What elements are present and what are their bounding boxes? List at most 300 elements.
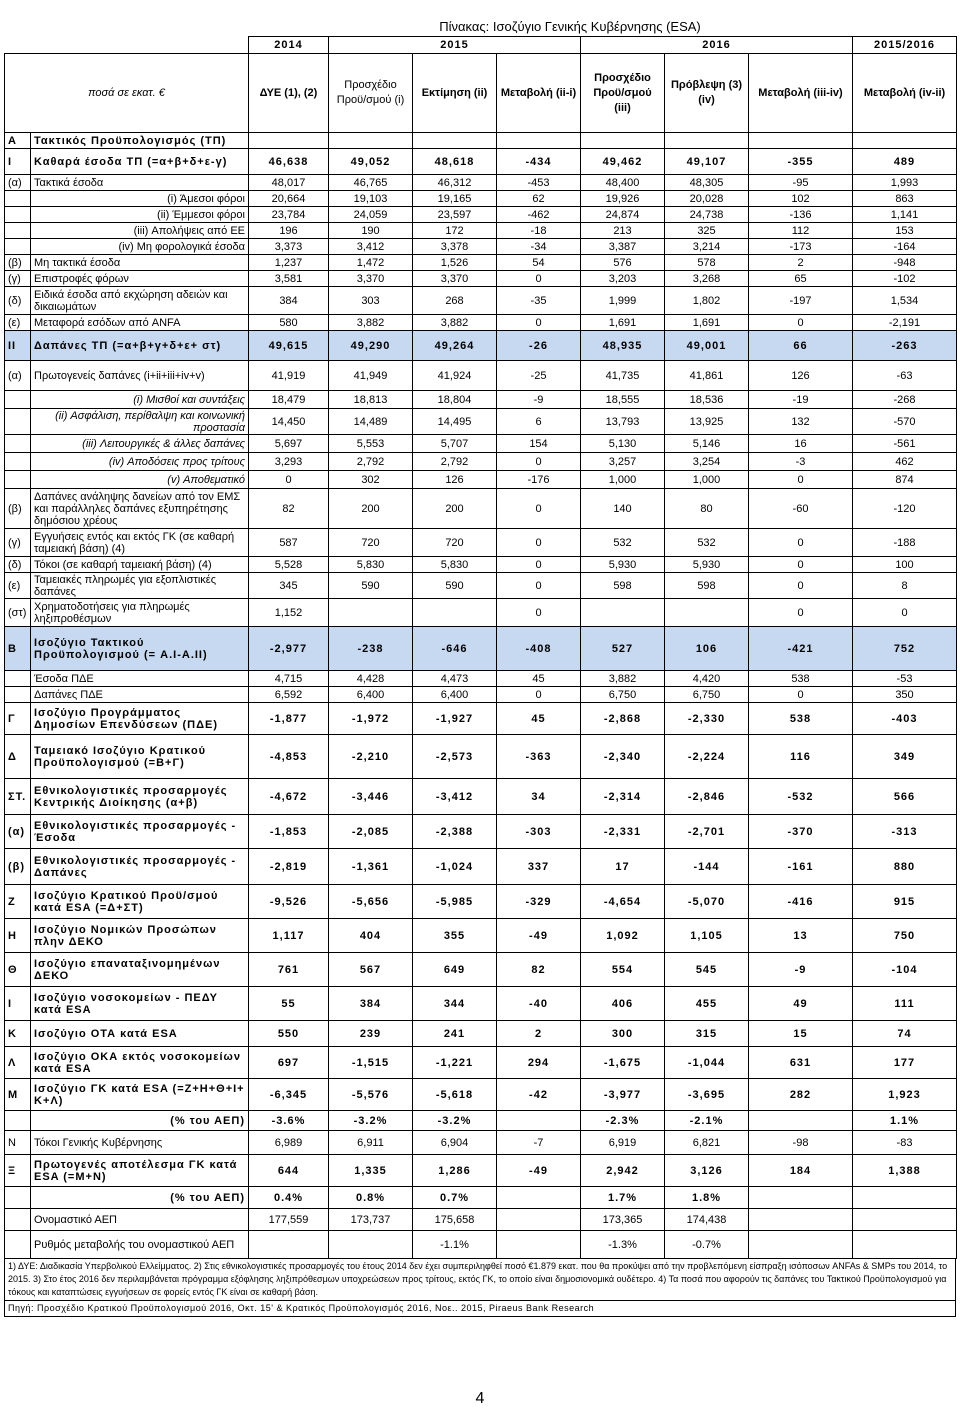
value-cell: 404 — [329, 919, 413, 953]
value-cell: 590 — [413, 573, 497, 599]
value-cell: -9,526 — [249, 885, 329, 919]
table-row — [5, 573, 957, 599]
value-cell: -1,024 — [413, 849, 497, 885]
value-cell: 3,126 — [665, 1155, 749, 1187]
value-cell: 489 — [853, 149, 957, 175]
value-cell: 49,264 — [413, 331, 497, 361]
row-code: Ι — [5, 987, 31, 1021]
row-code — [5, 191, 31, 207]
value-cell: -2,314 — [581, 779, 665, 815]
table-row — [5, 1131, 957, 1155]
value-cell: -164 — [853, 239, 957, 255]
row-label: Τακτικός Προϋπολογισμός (ΤΠ) — [31, 133, 249, 149]
row-code: ΣΤ. — [5, 779, 31, 815]
value-cell: 106 — [665, 627, 749, 671]
value-cell — [749, 1111, 853, 1131]
table-row — [5, 1231, 957, 1259]
value-cell: 48,400 — [581, 175, 665, 191]
header-dye: ΔΥΕ (1), (2) — [249, 54, 329, 133]
value-cell: 13,925 — [665, 409, 749, 435]
value-cell: 116 — [749, 735, 853, 779]
row-code: Γ — [5, 703, 31, 735]
value-cell: 173,365 — [581, 1209, 665, 1231]
value-cell: -462 — [497, 207, 581, 223]
value-cell: 337 — [497, 849, 581, 885]
value-cell: -49 — [497, 1155, 581, 1187]
value-cell: 6,592 — [249, 687, 329, 703]
value-cell: -4,654 — [581, 885, 665, 919]
table-row — [5, 453, 957, 471]
value-cell: 54 — [497, 255, 581, 271]
value-cell: 761 — [249, 953, 329, 987]
value-cell: 0 — [749, 557, 853, 573]
table-row — [5, 627, 957, 671]
value-cell: 1,000 — [581, 471, 665, 489]
value-cell: 200 — [413, 489, 497, 529]
row-label: Εθνικολογιστικές προσαρμογές - Έσοδα — [31, 815, 249, 849]
value-cell: -2,846 — [665, 779, 749, 815]
value-cell: -3,977 — [581, 1079, 665, 1111]
table-row — [5, 133, 957, 149]
value-cell: 0 — [749, 573, 853, 599]
value-cell: 2 — [497, 1021, 581, 1047]
value-cell: 177 — [853, 1047, 957, 1079]
row-code — [5, 207, 31, 223]
value-cell: 0 — [497, 315, 581, 331]
table-row — [5, 1079, 957, 1111]
value-cell: 6,400 — [413, 687, 497, 703]
value-cell: -25 — [497, 361, 581, 391]
value-cell: 6,919 — [581, 1131, 665, 1155]
value-cell: 154 — [497, 435, 581, 453]
value-cell: 0 — [749, 315, 853, 331]
value-cell: -4,672 — [249, 779, 329, 815]
value-cell: 49,462 — [581, 149, 665, 175]
row-code: (γ) — [5, 271, 31, 287]
value-cell: 140 — [581, 489, 665, 529]
value-cell: 455 — [665, 987, 749, 1021]
value-cell — [329, 1231, 413, 1259]
table-row — [5, 599, 957, 627]
value-cell: 1,802 — [665, 287, 749, 315]
value-cell: 282 — [749, 1079, 853, 1111]
value-cell: 303 — [329, 287, 413, 315]
value-cell: 17 — [581, 849, 665, 885]
table-row — [5, 435, 957, 453]
value-cell: 697 — [249, 1047, 329, 1079]
value-cell — [497, 1209, 581, 1231]
table-row — [5, 687, 957, 703]
row-label: Δαπάνες ΤΠ (=α+β+γ+δ+ε+ στ) — [31, 331, 249, 361]
value-cell: 19,165 — [413, 191, 497, 207]
value-cell: 174,438 — [665, 1209, 749, 1231]
value-cell: 18,479 — [249, 391, 329, 409]
table-row — [5, 223, 957, 239]
value-cell: -329 — [497, 885, 581, 919]
value-cell: 2 — [749, 255, 853, 271]
value-cell: 6,750 — [581, 687, 665, 703]
table-row — [5, 255, 957, 271]
value-cell — [749, 1187, 853, 1209]
value-cell: -3 — [749, 453, 853, 471]
value-cell: 752 — [853, 627, 957, 671]
value-cell: 1,286 — [413, 1155, 497, 1187]
value-cell: 62 — [497, 191, 581, 207]
value-cell: 126 — [749, 361, 853, 391]
value-cell: -3.2% — [329, 1111, 413, 1131]
value-cell: -303 — [497, 815, 581, 849]
value-cell: 16 — [749, 435, 853, 453]
row-label: Εθνικολογιστικές προσαρμογές Κεντρικής Διοίκησης (α+β) — [31, 779, 249, 815]
row-label: Πρωτογενείς δαπάνες (i+ii+iii+iv+v) — [31, 361, 249, 391]
table-row — [5, 1209, 957, 1231]
value-cell: 18,555 — [581, 391, 665, 409]
value-cell: 0 — [749, 687, 853, 703]
value-cell: 20,664 — [249, 191, 329, 207]
row-label: Έσοδα ΠΔΕ — [31, 671, 249, 687]
table-row — [5, 239, 957, 255]
value-cell: 24,738 — [665, 207, 749, 223]
value-cell: 112 — [749, 223, 853, 239]
value-cell: 5,553 — [329, 435, 413, 453]
value-cell: -421 — [749, 627, 853, 671]
value-cell: -532 — [749, 779, 853, 815]
value-cell: 0 — [497, 573, 581, 599]
value-cell: 190 — [329, 223, 413, 239]
row-label: Ταμειακό Ισοζύγιο Κρατικού Προϋπολογισμού (=B+Γ) — [31, 735, 249, 779]
year-2016: 2016 — [581, 37, 853, 54]
value-cell: 294 — [497, 1047, 581, 1079]
value-cell: -408 — [497, 627, 581, 671]
row-code: (στ) — [5, 599, 31, 627]
value-cell: 126 — [413, 471, 497, 489]
value-cell: -1.1% — [413, 1231, 497, 1259]
value-cell: 538 — [749, 703, 853, 735]
value-cell: 2,792 — [329, 453, 413, 471]
value-cell — [497, 1111, 581, 1131]
value-cell: -7 — [497, 1131, 581, 1155]
row-label: Επιστροφές φόρων — [31, 271, 249, 287]
value-cell: 82 — [249, 489, 329, 529]
value-cell: -6,345 — [249, 1079, 329, 1111]
value-cell: -98 — [749, 1131, 853, 1155]
value-cell: -403 — [853, 703, 957, 735]
value-cell: 576 — [581, 255, 665, 271]
value-cell: 344 — [413, 987, 497, 1021]
value-cell: 315 — [665, 1021, 749, 1047]
value-cell: -5,656 — [329, 885, 413, 919]
row-label: (% του ΑΕΠ) — [31, 1111, 249, 1131]
year-header-row — [5, 37, 957, 54]
row-code — [5, 1111, 31, 1131]
row-label: Καθαρά έσοδα ΤΠ (=α+β+δ+ε-γ) — [31, 149, 249, 175]
value-cell: 177,559 — [249, 1209, 329, 1231]
row-code: Θ — [5, 953, 31, 987]
value-cell: 2,942 — [581, 1155, 665, 1187]
value-cell: 300 — [581, 1021, 665, 1047]
year-2015: 2015 — [329, 37, 581, 54]
value-cell: -0.7% — [665, 1231, 749, 1259]
value-cell — [413, 133, 497, 149]
value-cell: -40 — [497, 987, 581, 1021]
row-label: Ισοζύγιο ΟΚΑ εκτός νοσοκομείων κατά ESA — [31, 1047, 249, 1079]
value-cell: -161 — [749, 849, 853, 885]
value-cell: 6,911 — [329, 1131, 413, 1155]
value-cell: 0 — [497, 529, 581, 557]
table-row — [5, 953, 957, 987]
value-cell: 750 — [853, 919, 957, 953]
value-cell: -1,877 — [249, 703, 329, 735]
row-label: (% του ΑΕΠ) — [31, 1187, 249, 1209]
value-cell: 1.1% — [853, 1111, 957, 1131]
value-cell: -5,985 — [413, 885, 497, 919]
value-cell: 1,141 — [853, 207, 957, 223]
value-cell: 18,813 — [329, 391, 413, 409]
value-cell: 268 — [413, 287, 497, 315]
value-cell: 111 — [853, 987, 957, 1021]
row-code: Κ — [5, 1021, 31, 1047]
value-cell: 1.8% — [665, 1187, 749, 1209]
value-cell: 0.4% — [249, 1187, 329, 1209]
value-cell — [249, 1231, 329, 1259]
value-cell: -188 — [853, 529, 957, 557]
value-cell: 532 — [581, 529, 665, 557]
value-cell: 241 — [413, 1021, 497, 1047]
column-header-row — [5, 54, 957, 133]
table-row — [5, 987, 957, 1021]
value-cell: 0 — [497, 453, 581, 471]
value-cell: 3,214 — [665, 239, 749, 255]
row-label: (v) Αποθεματικό — [31, 471, 249, 489]
value-cell: 0 — [853, 599, 957, 627]
value-cell: 644 — [249, 1155, 329, 1187]
value-cell: 580 — [249, 315, 329, 331]
row-code: (α) — [5, 815, 31, 849]
table-row — [5, 671, 957, 687]
value-cell: 5,146 — [665, 435, 749, 453]
value-cell: 3,257 — [581, 453, 665, 471]
value-cell: 48,618 — [413, 149, 497, 175]
value-cell: -1,361 — [329, 849, 413, 885]
value-cell: -1,853 — [249, 815, 329, 849]
value-cell: 3,581 — [249, 271, 329, 287]
value-cell: 3,203 — [581, 271, 665, 287]
value-cell: 0 — [497, 489, 581, 529]
value-cell: -176 — [497, 471, 581, 489]
value-cell: 0 — [249, 471, 329, 489]
value-cell: 6,821 — [665, 1131, 749, 1155]
value-cell: -2,224 — [665, 735, 749, 779]
footnotes: 1) ΔΥΕ: Διαδικασία Υπερβολικού Ελλείμματος. 2) Στις εθνικολογιστικές προσαρμογές του έτους 2014 δεν έχει συμπεριληφθεί ποσό €1.879 εκατ. που θα προκύψει από την προβλεπόμενη είσπραξη ισόποσων ANFAs & SMPs του 2014, το 2015. 3) Στο έτος 2016 δεν περιλαμβάνεται πρόγραμμα εξόφλησης ληξιπρόθεσμων υποχρεώσεων προς τρίτους, εκτός ΓΚ, το οποίο είναι δημοσιονομικά ουδέτερο. 4) Τα ποσά που αφορούν τις δαπάνες του Τακτικού Προϋπολογισμού για τόκους και καταπτώσεις εγγυήσεων σε φορείς εντός ΓΚ είναι σε καθαρή βάση. — [4, 1259, 956, 1301]
value-cell: 175,658 — [413, 1209, 497, 1231]
row-code: (ε) — [5, 573, 31, 599]
value-cell: -136 — [749, 207, 853, 223]
table-title: Πίνακας: Ισοζύγιο Γενικής Κυβέρνησης (ESA) — [439, 19, 701, 34]
row-code — [5, 471, 31, 489]
row-label: (i) Άμεσοι φόροι — [31, 191, 249, 207]
row-code: (β) — [5, 489, 31, 529]
value-cell: 41,924 — [413, 361, 497, 391]
value-cell: 350 — [853, 687, 957, 703]
value-cell: -2,331 — [581, 815, 665, 849]
value-cell: 550 — [249, 1021, 329, 1047]
row-code: II — [5, 331, 31, 361]
value-cell: -42 — [497, 1079, 581, 1111]
table-row — [5, 919, 957, 953]
value-cell — [853, 133, 957, 149]
value-cell: 1,993 — [853, 175, 957, 191]
page-number: 4 — [475, 1390, 485, 1407]
row-code: B — [5, 627, 31, 671]
value-cell — [413, 599, 497, 627]
row-label: Μη τακτικά έσοδα — [31, 255, 249, 271]
row-label: Εγγυήσεις εντός και εκτός ΓΚ (σε καθαρή ταμειακή βάση) (4) — [31, 529, 249, 557]
table-row — [5, 1021, 957, 1047]
value-cell: 1,691 — [581, 315, 665, 331]
row-label: Εθνικολογιστικές προσαρμογές - Δαπάνες — [31, 849, 249, 885]
value-cell: 349 — [853, 735, 957, 779]
row-code: (α) — [5, 361, 31, 391]
value-cell: 6,989 — [249, 1131, 329, 1155]
row-code: (δ) — [5, 557, 31, 573]
value-cell — [853, 1209, 957, 1231]
table-row — [5, 191, 957, 207]
row-code — [5, 687, 31, 703]
value-cell: 5,930 — [665, 557, 749, 573]
value-cell: -3.6% — [249, 1111, 329, 1131]
row-label: Χρηματοδοτήσεις για πληρωμές ληξιπροθέσμων — [31, 599, 249, 627]
row-code — [5, 671, 31, 687]
value-cell: -1,515 — [329, 1047, 413, 1079]
value-cell: 239 — [329, 1021, 413, 1047]
value-cell: 49,290 — [329, 331, 413, 361]
budget-sheet — [4, 18, 956, 1317]
table-row — [5, 361, 957, 391]
value-cell: -416 — [749, 885, 853, 919]
table-row — [5, 779, 957, 815]
value-cell: 3,882 — [329, 315, 413, 331]
value-cell: -102 — [853, 271, 957, 287]
value-cell: 1,000 — [665, 471, 749, 489]
value-cell: 566 — [853, 779, 957, 815]
row-label: Ισοζύγιο Κρατικού Προϋ/σμού κατά ESA (=Δ+ΣΤ) — [31, 885, 249, 919]
value-cell: 3,378 — [413, 239, 497, 255]
value-cell: -1,972 — [329, 703, 413, 735]
value-cell: 49,052 — [329, 149, 413, 175]
row-code: Λ — [5, 1047, 31, 1079]
value-cell — [497, 1187, 581, 1209]
value-cell: 0.7% — [413, 1187, 497, 1209]
row-label: Ισοζύγιο Προγράμματος Δημοσίων Επενδύσεων (ΠΔΕ) — [31, 703, 249, 735]
value-cell: -238 — [329, 627, 413, 671]
row-label: Ισοζύγιο Νομικών Προσώπων πλην ΔΕΚΟ — [31, 919, 249, 953]
value-cell: 631 — [749, 1047, 853, 1079]
value-cell: 6,904 — [413, 1131, 497, 1155]
value-cell: -49 — [497, 919, 581, 953]
value-cell: -19 — [749, 391, 853, 409]
value-cell: 14,450 — [249, 409, 329, 435]
value-cell: 649 — [413, 953, 497, 987]
value-cell: -95 — [749, 175, 853, 191]
value-cell: -2,191 — [853, 315, 957, 331]
value-cell: -1,675 — [581, 1047, 665, 1079]
value-cell: 0 — [497, 557, 581, 573]
row-code: Η — [5, 919, 31, 953]
value-cell: 14,489 — [329, 409, 413, 435]
value-cell: -1,044 — [665, 1047, 749, 1079]
value-cell: 527 — [581, 627, 665, 671]
row-code: (β) — [5, 255, 31, 271]
value-cell: -5,070 — [665, 885, 749, 919]
source-note: Πηγή: Προσχέδιο Κρατικού Προϋπολογισμού 2016, Οκτ. 15' & Κρατικός Προϋπολογισμός 2016, Νοε.. 2015, Piraeus Bank Research — [4, 1301, 956, 1317]
row-label: (i) Μισθοί και συντάξεις — [31, 391, 249, 409]
header-c1: Προσχέδιο Προϋ/σμού (i) — [329, 54, 413, 133]
value-cell: -263 — [853, 331, 957, 361]
value-cell: 15 — [749, 1021, 853, 1047]
value-cell: 153 — [853, 223, 957, 239]
value-cell: -2,573 — [413, 735, 497, 779]
value-cell: -2,085 — [329, 815, 413, 849]
value-cell: 41,861 — [665, 361, 749, 391]
row-label: Μεταφορά εσόδων από ANFA — [31, 315, 249, 331]
value-cell — [749, 1209, 853, 1231]
row-code — [5, 391, 31, 409]
row-label: Ισοζύγιο ΓΚ κατά ESA (=Ζ+Η+Θ+Ι+ Κ+Λ) — [31, 1079, 249, 1111]
value-cell: -4,853 — [249, 735, 329, 779]
value-cell: 5,830 — [329, 557, 413, 573]
value-cell: 13,793 — [581, 409, 665, 435]
value-cell: -173 — [749, 239, 853, 255]
row-code — [5, 1231, 31, 1259]
value-cell — [581, 599, 665, 627]
value-cell: 590 — [329, 573, 413, 599]
value-cell: 55 — [249, 987, 329, 1021]
budget-table — [4, 36, 957, 1259]
value-cell: -268 — [853, 391, 957, 409]
header-c4: Προσχέδιο Προϋ/σμού (iii) — [581, 54, 665, 133]
header-c2: Εκτίμηση (ii) — [413, 54, 497, 133]
value-cell: 587 — [249, 529, 329, 557]
value-cell — [329, 133, 413, 149]
table-row — [5, 175, 957, 191]
value-cell: 384 — [249, 287, 329, 315]
value-cell: -1,221 — [413, 1047, 497, 1079]
value-cell: 4,420 — [665, 671, 749, 687]
value-cell: 49,001 — [665, 331, 749, 361]
header-c3: Μεταβολή (ii-i) — [497, 54, 581, 133]
value-cell: -104 — [853, 953, 957, 987]
value-cell: 1,691 — [665, 315, 749, 331]
value-cell: -83 — [853, 1131, 957, 1155]
value-cell: 41,735 — [581, 361, 665, 391]
table-row — [5, 815, 957, 849]
row-code: (ε) — [5, 315, 31, 331]
value-cell: 3,370 — [413, 271, 497, 287]
row-code: Δ — [5, 735, 31, 779]
value-cell: 0 — [497, 271, 581, 287]
value-cell: 3,370 — [329, 271, 413, 287]
value-cell: 1,152 — [249, 599, 329, 627]
value-cell: 46,765 — [329, 175, 413, 191]
value-cell: 74 — [853, 1021, 957, 1047]
value-cell: 5,528 — [249, 557, 329, 573]
value-cell: 49 — [749, 987, 853, 1021]
row-label: Πρωτογενές αποτέλεσμα ΓΚ κατά ESA (=Μ+Ν) — [31, 1155, 249, 1187]
value-cell: -2,701 — [665, 815, 749, 849]
value-cell — [497, 1231, 581, 1259]
table-row — [5, 735, 957, 779]
value-cell: 23,597 — [413, 207, 497, 223]
